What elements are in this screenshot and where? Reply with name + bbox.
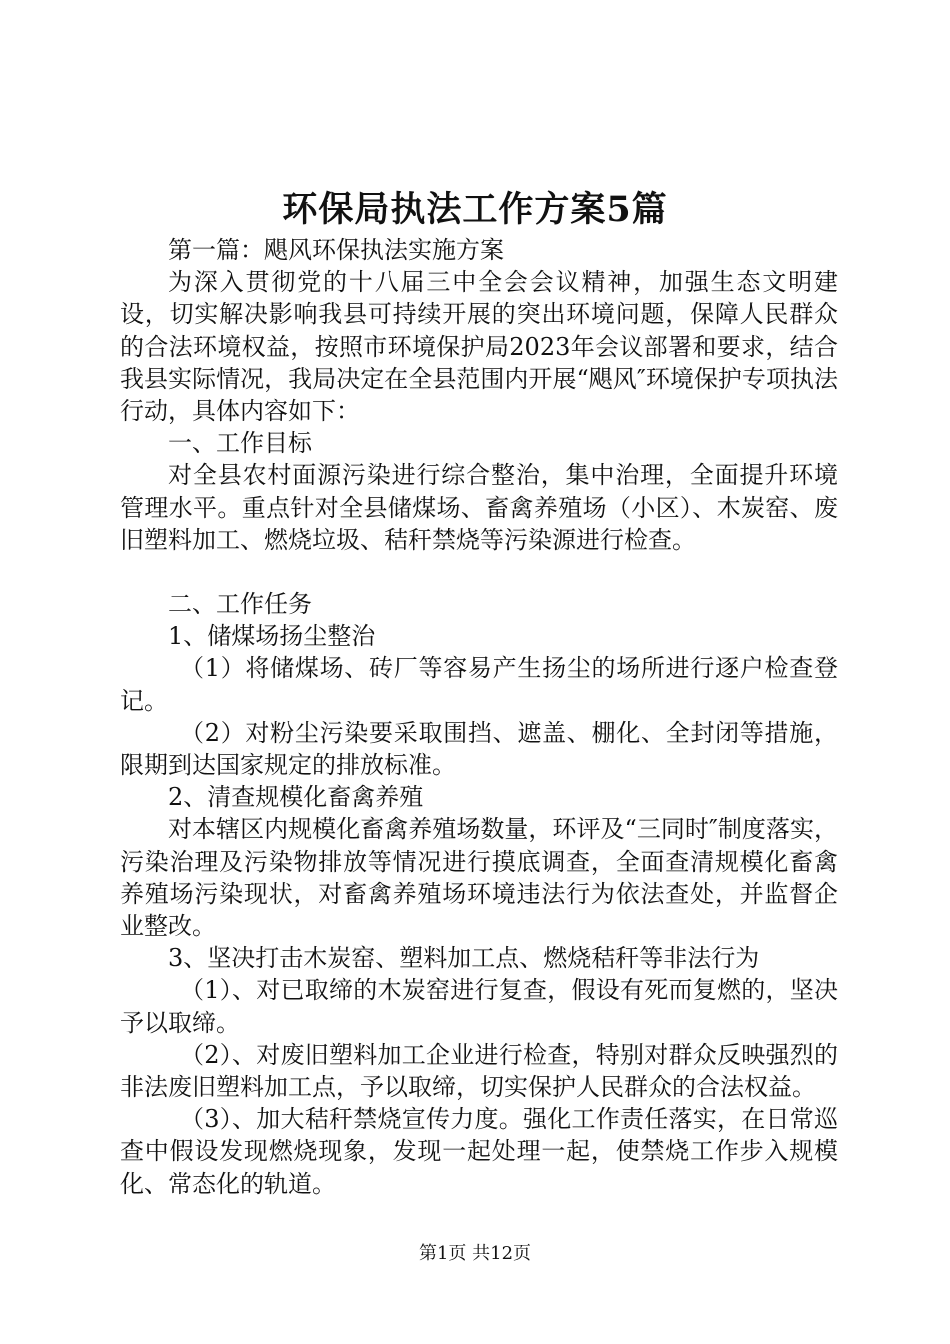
document-body	[120, 234, 838, 1200]
page-number: 第1页 共12页	[418, 1243, 532, 1264]
task-item: （3）、加大秸秆禁烧宣传力度。强化工作责任落实，在日常巡查中假设发现燃烧现象，发现一起处理一起，使禁烧工作步入规模化、常态化的轨道。	[120, 1105, 838, 1198]
page-footer	[0, 1242, 950, 1266]
intro-paragraph: 为深入贯彻党的十八届三中全会会议精神，加强生态文明建设，切实解决影响我县可持续开展的突出环境问题，保障人民群众的合法环境权益，按照市环境保护局2023年会议部署和要求，结合我县实际情况，我局决定在全县范围内开展“飓风″环境保护专项执法行动，具体内容如下：	[120, 268, 838, 426]
task-heading-illegal-activities: 3、坚决打击木炭窑、塑料加工点、燃烧秸秆等非法行为	[168, 944, 760, 973]
goals-paragraph: 对全县农村面源污染进行综合整治，集中治理，全面提升环境管理水平。重点针对全县储煤场、畜禽养殖场（小区）、木炭窑、废旧塑料加工、燃烧垃圾、秸秆禁烧等污染源进行检查。	[120, 461, 838, 554]
livestock-paragraph: 对本辖区内规模化畜禽养殖场数量，环评及“三同时″制度落实，污染治理及污染物排放等情况进行摸底调查，全面查清规模化畜禽养殖场污染现状，对畜禽养殖场环境违法行为依法查处，并监督企业整改。	[120, 815, 838, 941]
document-title: 环保局执法工作方案5篇	[282, 189, 668, 230]
task-item: （2）、对废旧塑料加工企业进行检查，特别对群众反映强烈的非法废旧塑料加工点，予以取缔，切实保护人民群众的合法权益。	[120, 1040, 838, 1102]
task-item: （2）对粉尘污染要采取围挡、遮盖、棚化、全封闭等措施，限期到达国家规定的排放标准。	[120, 718, 838, 780]
task-item: （1）将储煤场、砖厂等容易产生扬尘的场所进行逐户检查登记。	[120, 654, 838, 715]
task-heading-coal-yard: 1、储煤场扬尘整治	[168, 622, 376, 651]
section-heading-goals: 一、工作目标	[168, 429, 312, 458]
section-heading-part-one: 第一篇：飓风环保执法实施方案	[168, 236, 504, 264]
task-item: （1）、对已取缔的木炭窑进行复查，假设有死而复燃的，坚决予以取缔。	[120, 976, 838, 1037]
task-heading-livestock: 2、清查规模化畜禽养殖	[168, 783, 424, 812]
section-heading-tasks: 二、工作任务	[168, 590, 312, 619]
